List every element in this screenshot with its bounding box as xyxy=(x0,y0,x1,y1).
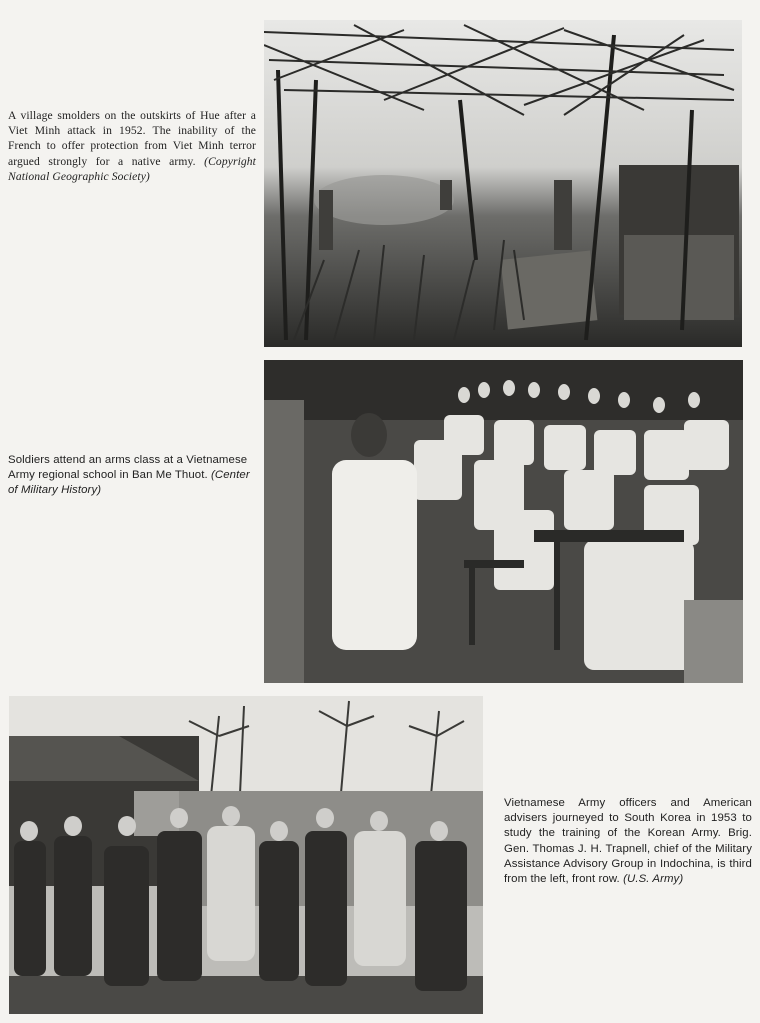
caption-korea-text: Vietnamese Army officers and American advisers journeyed to South Korea in 1953 to study the training of the Korean Army. Brig. Gen. Thomas J. H. Trapnell, chief of the Military Assistance Advisory Group in Indochina, is third from the left, front row. xyxy=(504,797,752,886)
caption-village-text: A village smolders on the outskirts of Hue after a Viet Minh attack in 1952. The inability of the French to offer protection from Viet Minh terror argued strongly for a native army. xyxy=(8,109,256,168)
caption-officers-korea xyxy=(504,796,752,887)
caption-village-credit: (Copyright National Geographic Society) xyxy=(8,154,257,183)
caption-village-hue xyxy=(8,108,256,184)
caption-arms-class xyxy=(8,453,260,499)
caption-class-credit: (Center of Military History) xyxy=(8,469,250,497)
caption-class-text: Soldiers attend an arms class at a Vietnamese Army regional school in Ban Me Thuot. xyxy=(8,454,248,482)
photo-officers-korea xyxy=(9,696,483,1014)
photo-smoldering-village xyxy=(264,20,742,347)
caption-korea-credit: (U.S. Army) xyxy=(623,873,684,886)
photo-arms-class xyxy=(264,360,743,683)
